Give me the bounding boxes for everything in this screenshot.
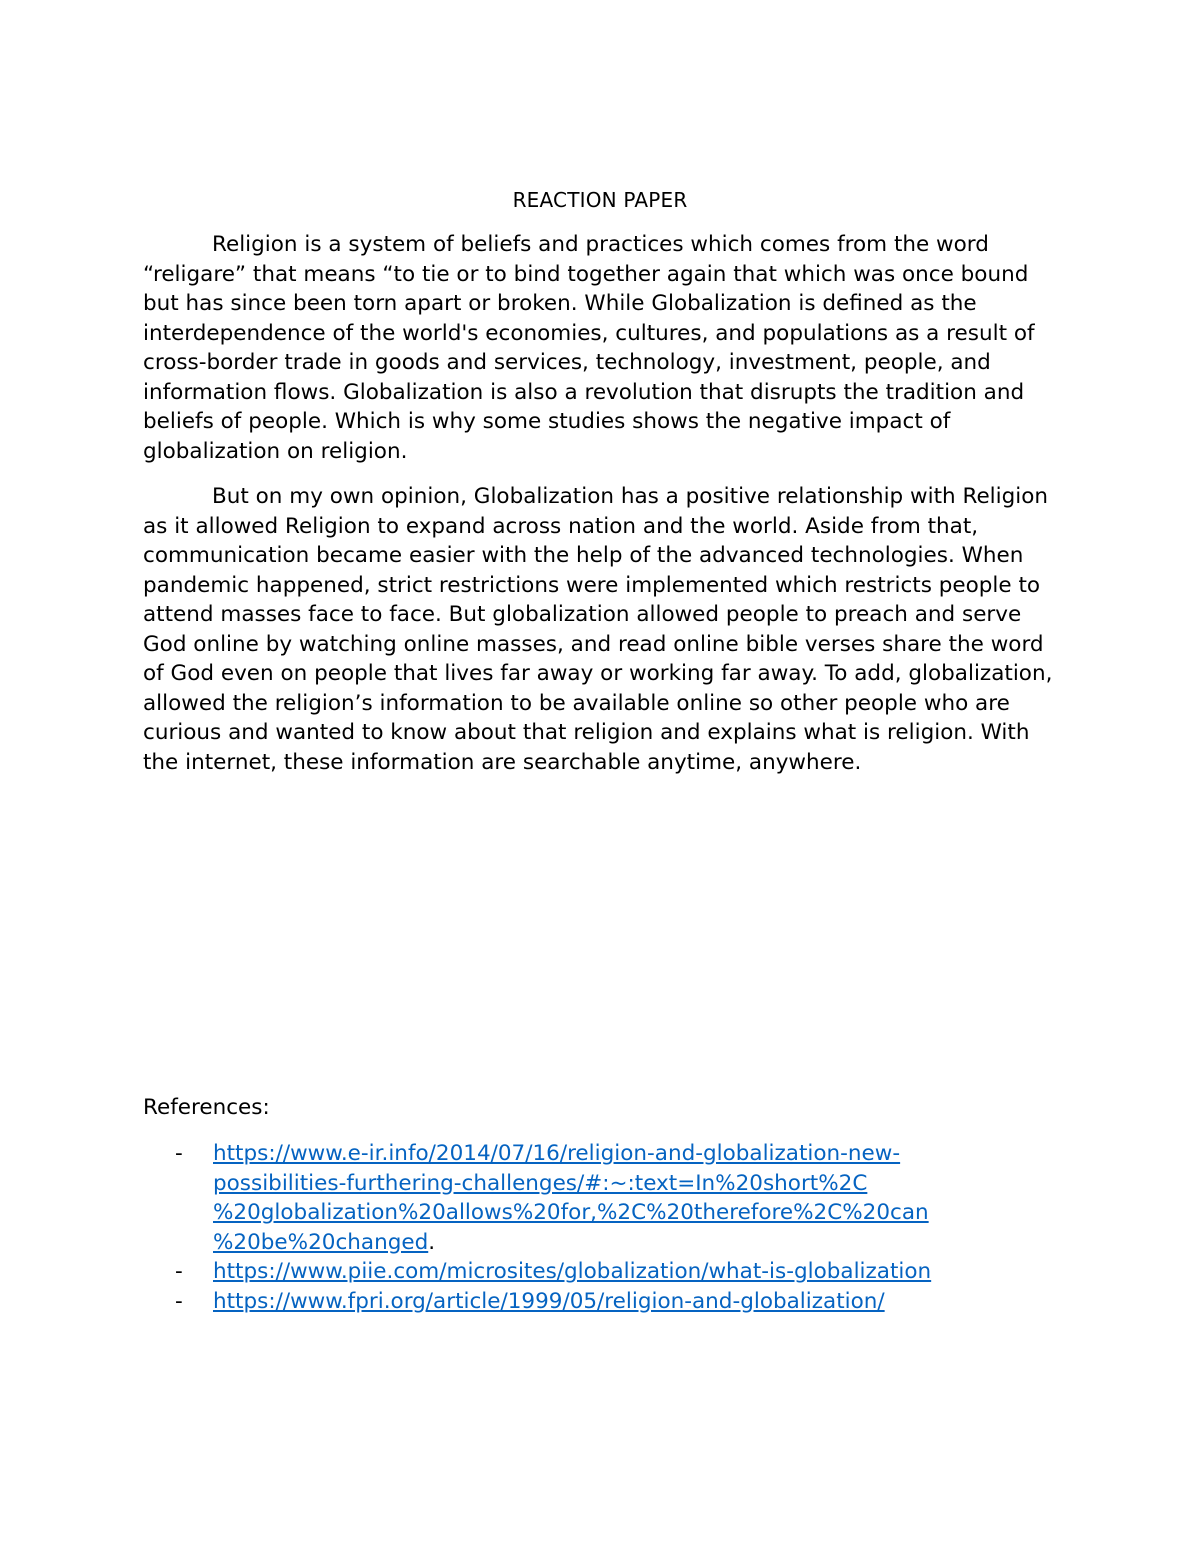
body-paragraph-1-container	[143, 230, 1068, 466]
body-paragraph-1: Religion is a system of beliefs and practices which comes from the word “religare” that means “to tie or to bind together again that which was once bound but has since been torn apart or broken. While Globalization is defined as the interdependence of the world's economies, cultures, and populations as a result of cross-border trade in goods and services, technology, investment, people, and information flows. Globalization is also a revolution that disrupts the tradition and beliefs of people. Which is why some studies shows the negative impact of globalization on religion.	[143, 232, 1035, 464]
references-heading: References:	[143, 1095, 270, 1120]
reference-link-2[interactable]: https://www.piie.com/microsites/globalization/what-is-globalization	[213, 1259, 932, 1284]
reference-bullet: -	[175, 1288, 183, 1314]
reference-link-1-line-4[interactable]: %20be%20changed	[213, 1229, 429, 1255]
reference-bullet: -	[175, 1141, 183, 1166]
reference-item-1	[143, 1139, 1043, 1257]
reference-link-1-line-3[interactable]: %20globalization%20allows%20for,%2C%20therefore%2C%20can	[213, 1200, 929, 1225]
reference-link-1-line-2[interactable]: possibilities-furthering-challenges/#:~:text=In%20short%2C	[213, 1170, 868, 1196]
body-paragraph-2: But on my own opinion, Globalization has a positive relationship with Religion as it allowed Religion to expand across nation and the world. Aside from that, communication became easier with the help of the advanced technologies. When pandemic happened, strict restrictions were implemented which restricts people to attend masses face to face. But globalization allowed people to preach and serve God online by watching online masses, and read online bible verses share the word of God even on people that lives far away or working far away. To add, globalization, allowed the religion’s information to be available online so other people who are curious and wanted to know about that religion and explains what is religion. With the internet, these information are searchable anytime, anywhere.	[143, 484, 1053, 775]
reference-link-1-line-1[interactable]: https://www.e-ir.info/2014/07/16/religion-and-globalization-new-	[213, 1141, 901, 1166]
references-list	[143, 1139, 1043, 1316]
body-paragraph-2-container	[143, 482, 1068, 777]
reference-bullet: -	[175, 1259, 183, 1284]
reference-suffix: .	[428, 1229, 436, 1255]
reference-link-3[interactable]: https://www.fpri.org/article/1999/05/religion-and-globalization/	[213, 1288, 885, 1314]
reference-item-2	[143, 1257, 1043, 1287]
reference-item-3	[143, 1287, 1043, 1317]
document-title: REACTION PAPER	[512, 188, 688, 212]
